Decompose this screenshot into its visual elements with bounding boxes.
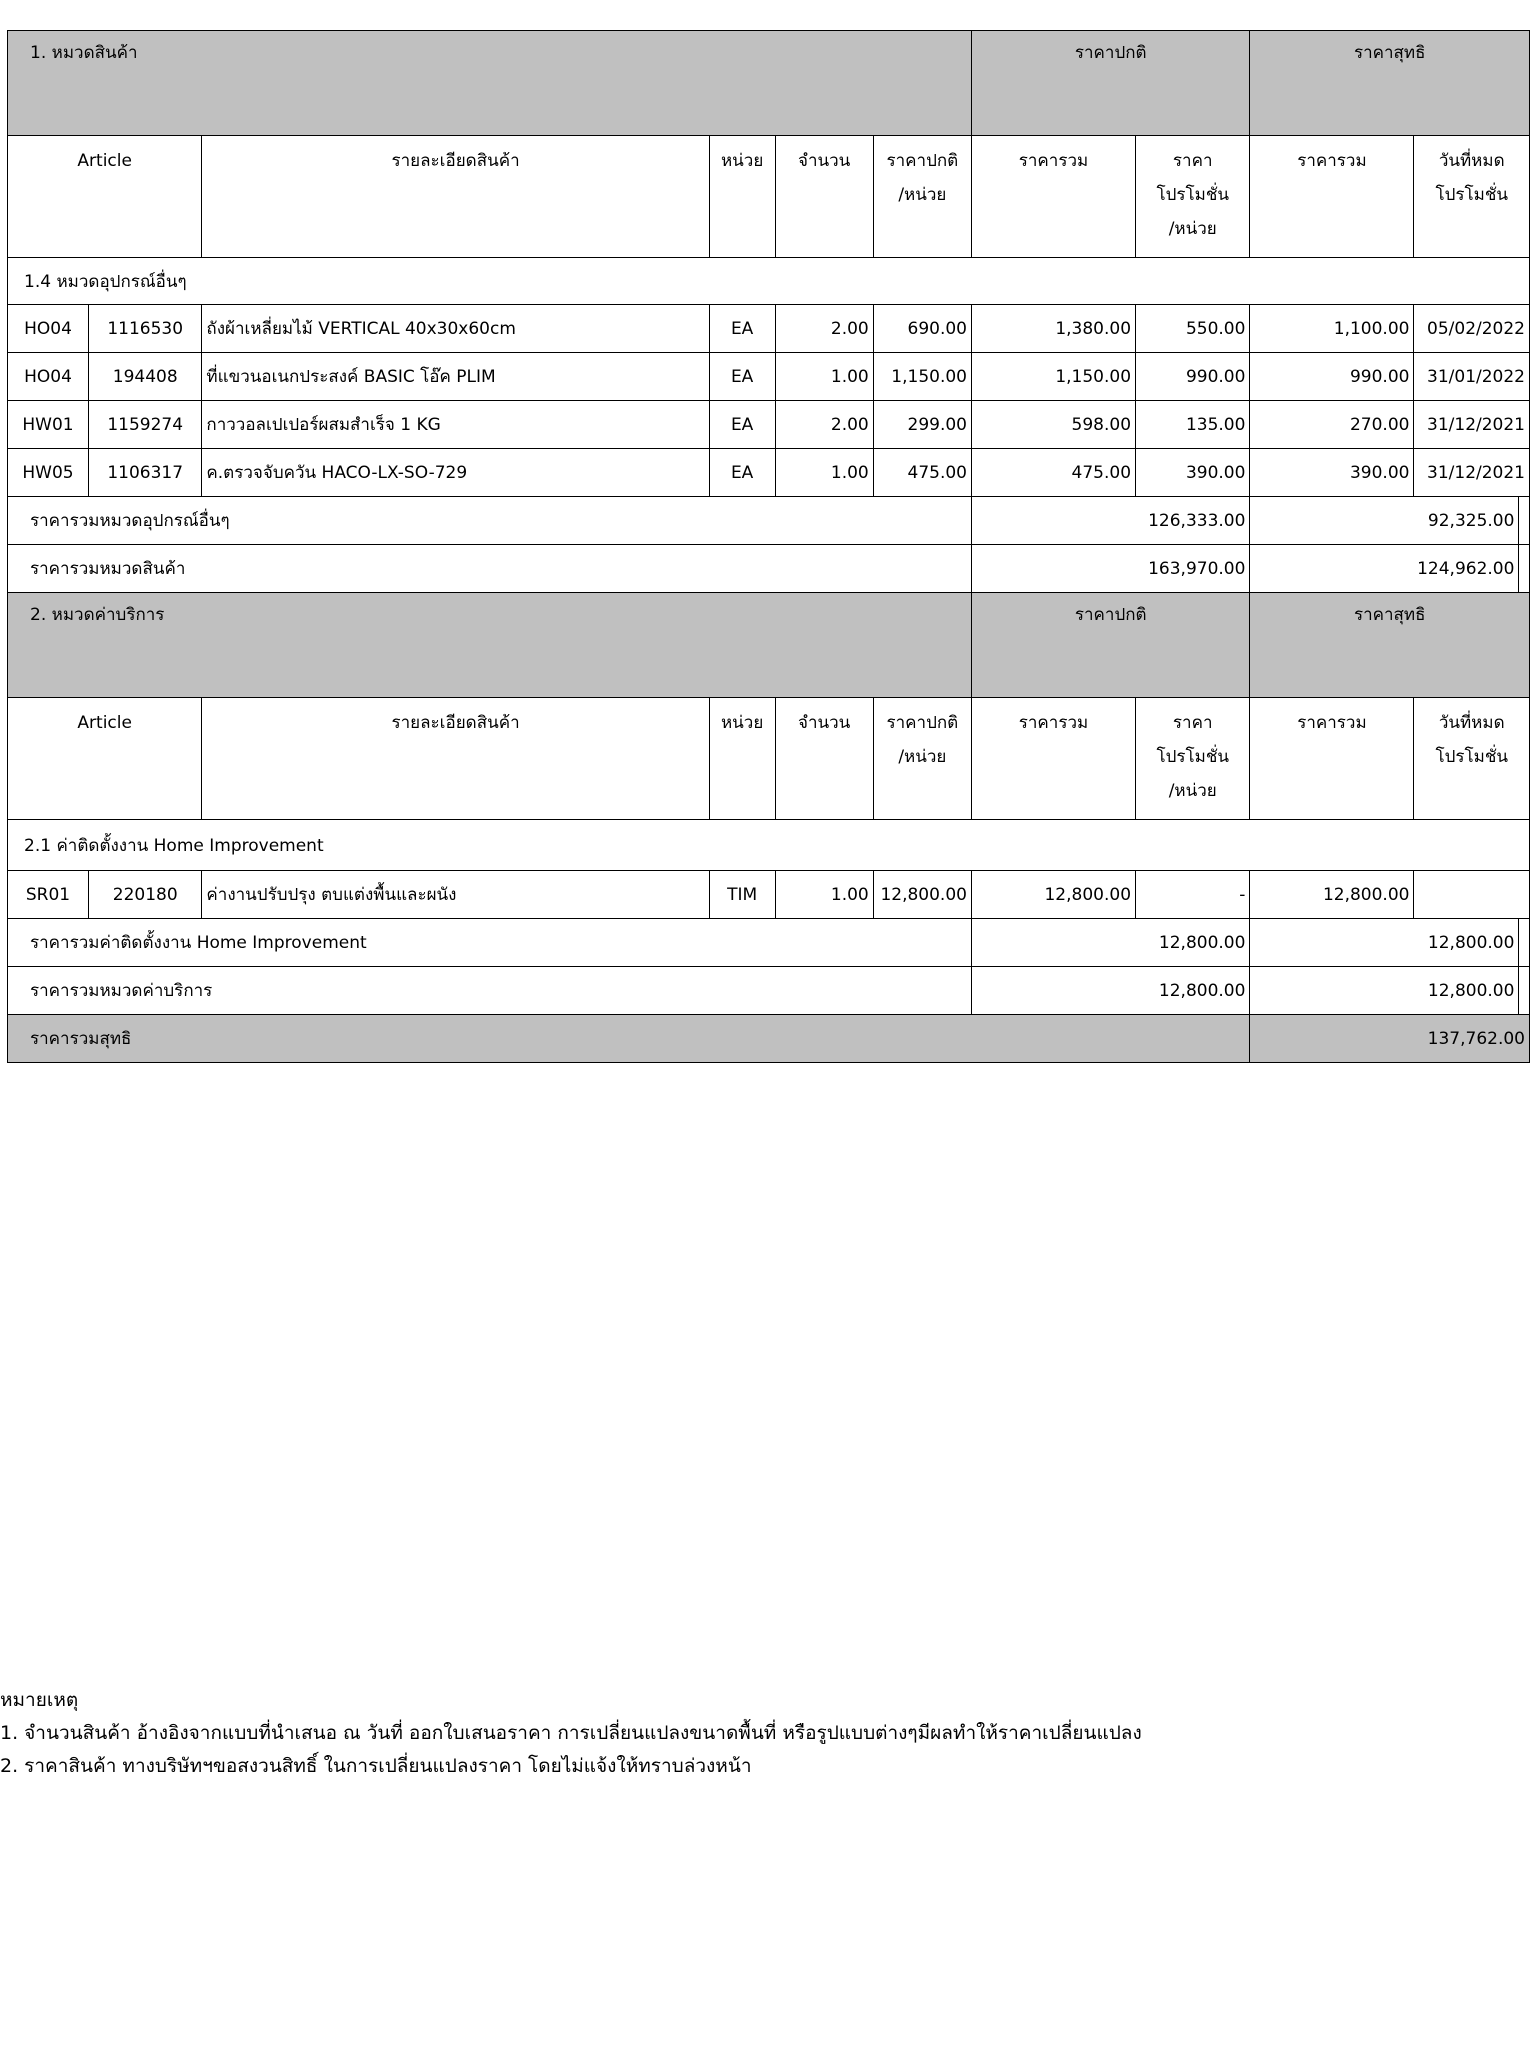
section-total-regular: 163,970.00 (971, 545, 1249, 593)
col-unit-price: ราคาปกติ /หน่วย (873, 136, 971, 258)
subtotal-net: 12,800.00 (1427, 932, 1515, 953)
subcategory-label: 1.4 หมวดอุปกรณ์อื่นๆ (8, 258, 1530, 305)
column-header-row (8, 136, 1530, 258)
col-unit: หน่วย (709, 136, 775, 258)
col-promo-total: ราคารวม (1250, 698, 1414, 820)
column-header-row (8, 698, 1530, 820)
grand-total-label: ราคารวมสุทธิ (8, 1015, 1250, 1063)
table-row: HW01 1159274 กาววอลเปเปอร์ผสมสำเร็จ 1 KG EA 2.00 299.00 598.00 135.00 270.00 31/12/2021 (8, 401, 1530, 449)
note-line: 1. จำนวนสินค้า อ้างอิงจากแบบที่นำเสนอ ณ วันที่ ออกใบเสนอราคา การเปลี่ยนแปลงขนาดพื้นที่ หรือรูปแบบต่างๆมีผลทำให้ราคาเปลี่ยนแปลง (0, 1722, 1142, 1744)
note-line: 2. ราคาสินค้า ทางบริษัทฯขอสงวนสิทธิ์ ในการเปลี่ยนแปลงราคา โดยไม่แจ้งให้ทราบล่วงหน้า (0, 1755, 752, 1777)
col-promo-end: วันที่หมด โปรโมชั่น (1414, 698, 1530, 820)
subtotal-label: ราคารวมหมวดอุปกรณ์อื่นๆ (8, 497, 972, 545)
col-qty: จำนวน (775, 698, 873, 820)
subtotal-net: 92,325.00 (1427, 510, 1515, 531)
section-total-row (8, 545, 1530, 593)
subtotal-regular: 12,800.00 (971, 919, 1249, 967)
net-price-header: ราคาสุทธิ (1250, 31, 1530, 136)
subtotal-label: ราคารวมค่าติดตั้งงาน Home Improvement (8, 919, 972, 967)
col-unit-price: ราคาปกติ /หน่วย (873, 698, 971, 820)
col-promo-price: ราคา โปรโมชั่น /หน่วย (1136, 136, 1250, 258)
section-total-regular: 12,800.00 (971, 967, 1249, 1015)
quotation-table (7, 30, 1530, 1063)
table-row: HW05 1106317 ค.ตรวจจับควัน HACO-LX-SO-729 EA 1.00 475.00 475.00 390.00 390.00 31/12/2021 (8, 449, 1530, 497)
regular-price-header: ราคาปกติ (971, 593, 1249, 698)
notes-title: หมายเหตุ (0, 1689, 79, 1711)
section-total-row (8, 967, 1530, 1015)
section-total-net: 124,962.00 (1417, 558, 1515, 579)
col-promo-price: ราคา โปรโมชั่น /หน่วย (1136, 698, 1250, 820)
col-article: Article (8, 698, 202, 820)
section-total-label: ราคารวมหมวดสินค้า (8, 545, 972, 593)
notes (0, 1684, 1142, 1783)
col-description: รายละเอียดสินค้า (202, 136, 709, 258)
section-header-row (8, 31, 1530, 136)
table-row: HO04 1116530 ถังผ้าเหลี่ยมไม้ VERTICAL 40x30x60cm EA 2.00 690.00 1,380.00 550.00 1,100.00 05/02/2022 (8, 305, 1530, 353)
grand-total-value: 137,762.00 (1250, 1015, 1530, 1063)
subcategory-label: 2.1 ค่าติดตั้งงาน Home Improvement (8, 820, 1530, 871)
subtotal-regular: 126,333.00 (971, 497, 1249, 545)
section-header-row (8, 593, 1530, 698)
col-promo-end: วันที่หมด โปรโมชั่น (1414, 136, 1530, 258)
table-row: SR01 220180 ค่างานปรับปรุง ตบแต่งพื้นและผนัง TIM 1.00 12,800.00 12,800.00 - 12,800.00 (8, 871, 1530, 919)
subtotal-row (8, 919, 1530, 967)
subcategory-row (8, 258, 1530, 305)
section-total-net: 12,800.00 (1427, 980, 1515, 1001)
col-article: Article (8, 136, 202, 258)
col-qty: จำนวน (775, 136, 873, 258)
section-title: 1. หมวดสินค้า (8, 31, 972, 136)
col-unit: หน่วย (709, 698, 775, 820)
table-row: HO04 194408 ที่แขวนอเนกประสงค์ BASIC โอ๊ค PLIM EA 1.00 1,150.00 1,150.00 990.00 990.00 31/01/2022 (8, 353, 1530, 401)
net-price-header: ราคาสุทธิ (1250, 593, 1530, 698)
col-promo-total: ราคารวม (1250, 136, 1414, 258)
subcategory-row (8, 820, 1530, 871)
col-description: รายละเอียดสินค้า (202, 698, 709, 820)
col-total: ราคารวม (971, 698, 1135, 820)
section-title: 2. หมวดค่าบริการ (8, 593, 972, 698)
grand-total-row (8, 1015, 1530, 1063)
subtotal-row (8, 497, 1530, 545)
section-total-label: ราคารวมหมวดค่าบริการ (8, 967, 972, 1015)
regular-price-header: ราคาปกติ (971, 31, 1249, 136)
col-total: ราคารวม (971, 136, 1135, 258)
